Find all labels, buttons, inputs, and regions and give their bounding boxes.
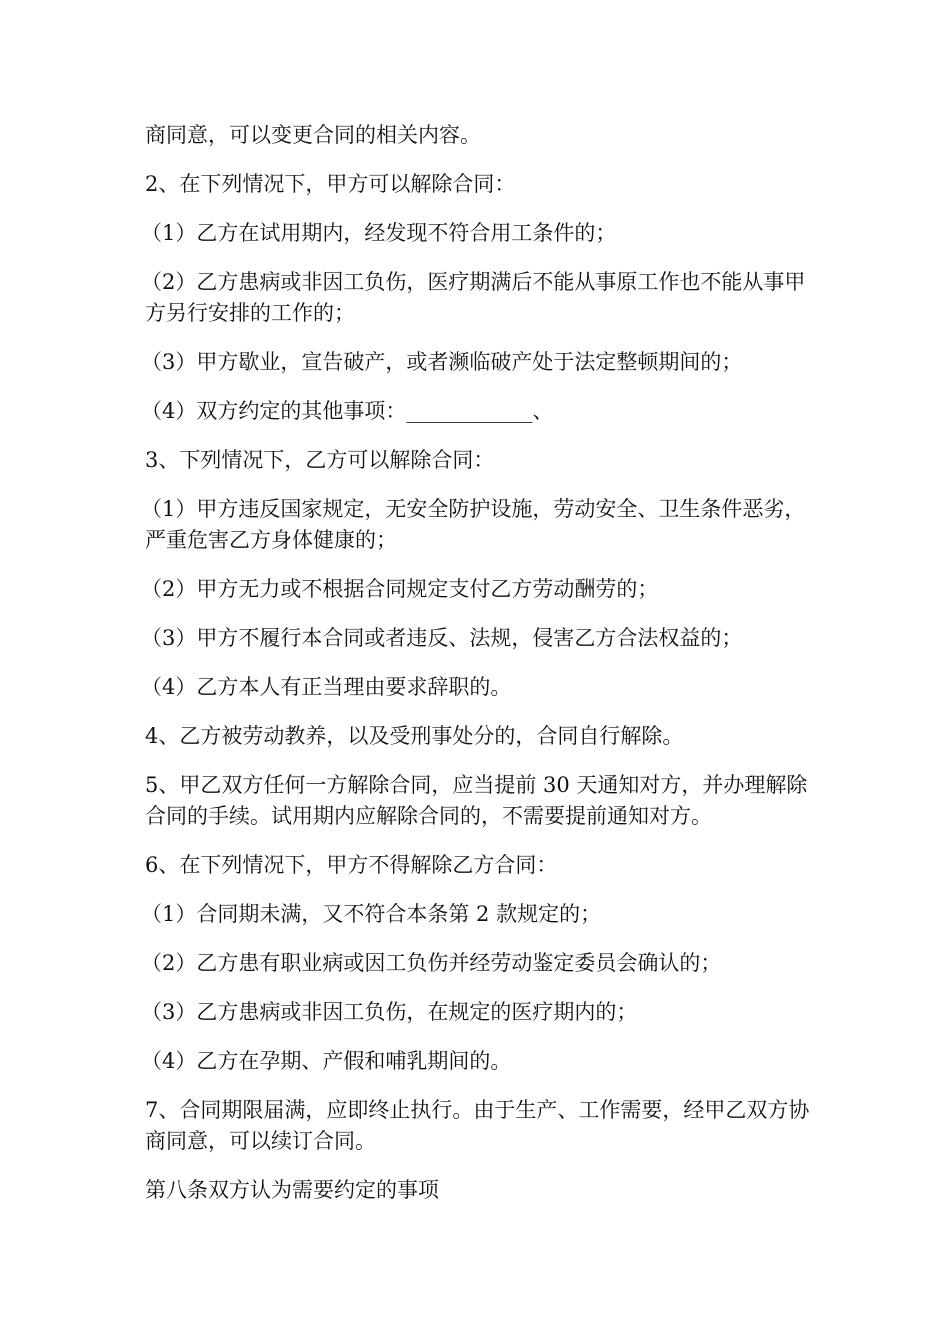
clause-6-item-3: （3）乙方患病或非因工负伤，在规定的医疗期内的； xyxy=(141,1000,638,1024)
clause-2-heading: 2、在下列情况下，甲方可以解除合同： xyxy=(145,172,516,196)
clause-2-item-4: （4）双方约定的其他事项：____________、 xyxy=(141,399,554,423)
clause-6-item-2: （2）乙方患有职业病或因工负伤并经劳动鉴定委员会确认的； xyxy=(141,951,722,975)
clause-6-heading: 6、在下列情况下，甲方不得解除乙方合同： xyxy=(145,853,558,877)
clause-2-item-1: （1）乙方在试用期内，经发现不符合用工条件的； xyxy=(141,221,617,245)
paragraph: 商同意，可以变更合同的相关内容。 xyxy=(145,123,481,147)
article-8-heading: 第八条双方认为需要约定的事项 xyxy=(145,1178,439,1202)
clause-4: 4、乙方被劳动教养，以及受刑事处分的，合同自行解除。 xyxy=(145,724,684,748)
document-body xyxy=(141,120,810,1224)
clause-6-item-4: （4）乙方在孕期、产假和哺乳期间的。 xyxy=(141,1049,512,1073)
clause-7: 7、合同期限届满，应即终止执行。由于生产、工作需要，经甲乙双方协商同意，可以续订合同。 xyxy=(145,1098,810,1153)
clause-2-item-3: （3）甲方歇业，宣告破产，或者濒临破产处于法定整顿期间的； xyxy=(141,350,743,374)
clause-3-heading: 3、下列情况下，乙方可以解除合同： xyxy=(145,448,495,472)
clause-3-item-3: （3）甲方不履行本合同或者违反、法规，侵害乙方合法权益的； xyxy=(141,626,743,650)
clause-2-item-2: （2）乙方患病或非因工负伤，医疗期满后不能从事原工作也不能从事甲方另行安排的工作的； xyxy=(141,270,806,325)
clause-3-item-4: （4）乙方本人有正当理由要求辞职的。 xyxy=(141,675,512,699)
clause-3-item-1: （1）甲方违反国家规定，无安全防护设施，劳动安全、卫生条件恶劣，严重危害乙方身体健康的； xyxy=(141,497,806,552)
clause-3-item-2: （2）甲方无力或不根据合同规定支付乙方劳动酬劳的； xyxy=(141,577,659,601)
clause-6-item-1: （1）合同期未满，又不符合本条第 2 款规定的； xyxy=(141,902,602,926)
clause-5: 5、甲乙双方任何一方解除合同，应当提前 30 天通知对方，并办理解除合同的手续。试用期内应解除合同的，不需要提前通知对方。 xyxy=(145,773,808,828)
